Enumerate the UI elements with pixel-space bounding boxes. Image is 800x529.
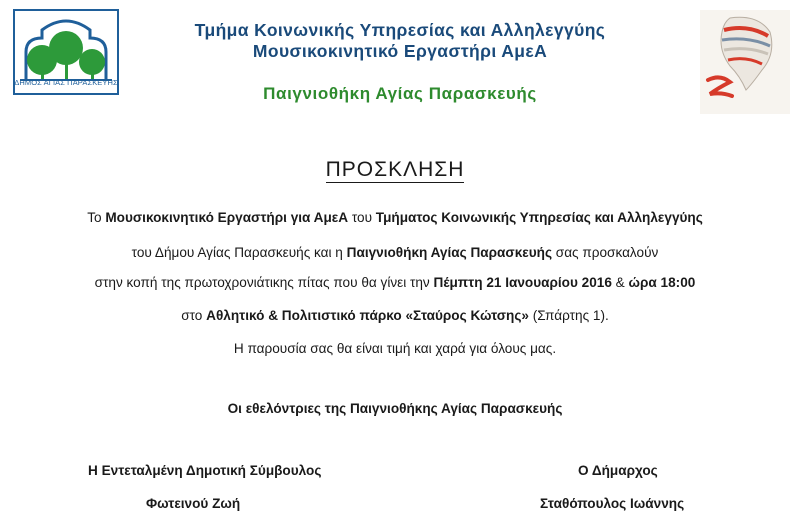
mayor-title: Ο Δήμαρχος (578, 463, 658, 478)
councillor-title: Η Εντεταλμένη Δημοτική Σύμβουλος (88, 463, 322, 478)
mayor-name: Σταθόπουλος Ιωάννης (540, 496, 685, 511)
logo-caption: ΔΗΜΟΣ ΑΓΙΑΣ ΠΑΡΑΣΚΕΥΗΣ (14, 78, 118, 87)
invitation-line-3: στην κοπή της πρωτοχρονιάτικης πίτας που θα γίνει την Πέμπτη 21 Ιανουαρίου 2016 & ώρα 18:00 (94, 275, 696, 290)
department-title: Τμήμα Κοινωνικής Υπηρεσίας και Αλληλεγγύης (194, 20, 606, 40)
letterhead (0, 0, 800, 115)
invitation-line-2: του Δήμου Αγίας Παρασκευής και η Παιγνιοθήκη Αγίας Παρασκευής σας προσκαλούν (131, 245, 659, 260)
volunteers-signoff: Οι εθελόντριες της Παιγνιοθήκης Αγίας Παρασκευής (227, 401, 563, 416)
title-block (140, 20, 660, 104)
invitation-line-1: Το Μουσικοκινητικό Εργαστήρι για ΑμεΑ του Τμήματος Κοινωνικής Υπηρεσίας και Αλληλεγγύης (87, 210, 703, 225)
councillor-name: Φωτεινού Ζωή (146, 496, 241, 511)
invitation-line-4: στο Αθλητικό & Πολιτιστικό πάρκο «Σταύρος Κώτσης» (Σπάρτης 1). (181, 308, 609, 323)
workshop-title: Μουσικοκινητικό Εργαστήρι ΑμεΑ (252, 41, 548, 61)
spinning-top-image (700, 10, 790, 114)
invitation-line-5: Η παρουσία σας θα είναι τιμή και χαρά για όλους μας. (233, 341, 557, 356)
toy-library-title: Παιγνιοθήκη Αγίας Παρασκευής (263, 84, 537, 103)
invitation-heading: ΠΡΟΣΚΛΗΣΗ (325, 158, 465, 181)
